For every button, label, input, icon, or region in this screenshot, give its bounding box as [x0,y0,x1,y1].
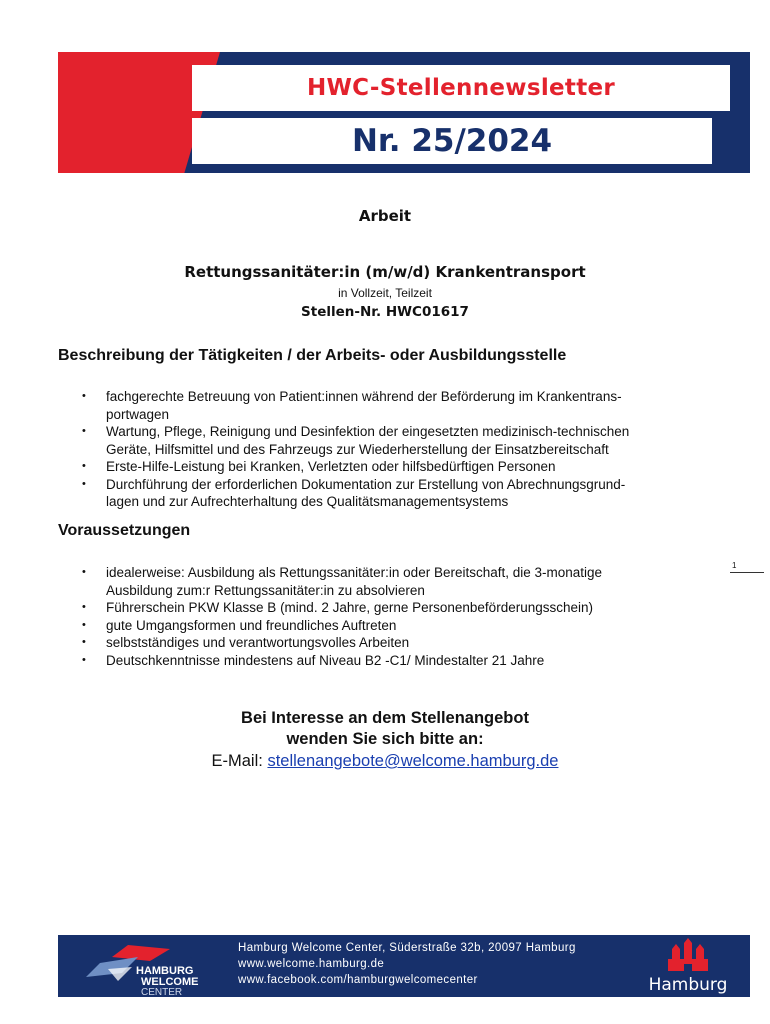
svg-text:HAMBURG: HAMBURG [136,965,194,977]
footer-bar [58,935,750,997]
requirements-heading: Voraussetzungen [58,522,191,539]
contact-line-1: Bei Interesse an dem Stellenangebot [241,709,529,727]
footer-facebook[interactable]: www.facebook.com/hamburgwelcomecenter [238,974,478,986]
footer-website[interactable]: www.welcome.hamburg.de [238,958,385,970]
list-item: • fachgerechte Betreuung von Patient:innen während der Beförderung im Krankentrans- portwagen [82,388,722,423]
header-number-box [192,118,712,164]
newsletter-number: Nr. 25/2024 [351,123,553,159]
job-id: Stellen-Nr. HWC01617 [301,304,469,320]
svg-text:Hamburg: Hamburg [648,975,728,995]
list-item: • Wartung, Pflege, Reinigung und Desinfektion der eingesetzten medizinisch-technischen Geräte, Hilfsmittel und des Fahrzeugs zur Wiederherstellung der Einsatzbereitschaft [82,423,722,458]
list-item: • Führerschein PKW Klasse B (mind. 2 Jahre, gerne Personenbeförderungsschein) [82,599,722,617]
list-item: • Erste-Hilfe-Leistung bei Kranken, Verletzten oder hilfsbedürftigen Personen [82,458,722,476]
header-title-box [192,65,730,111]
newsletter-title: HWC-Stellennewsletter [306,75,616,101]
email-label: E-Mail: [211,752,263,770]
list-item: • idealerweise: Ausbildung als Rettungssanitäter:in oder Bereitschaft, die 3-monatige Ausbildung zum:r Rettungssanitäter:in zu absolvieren [82,564,722,599]
list-item: • selbstständiges und verantwortungsvolles Arbeiten [82,634,722,652]
job-title: Rettungssanitäter:in (m/w/d) Krankentransport [184,263,586,281]
contact-block [0,708,770,772]
newsletter-header [58,52,750,173]
list-item: • gute Umgangsformen und freundliches Auftreten [82,617,722,635]
list-item: • Deutschkenntnisse mindestens auf Niveau B2 -C1/ Mindestalter 21 Jahre [82,652,722,670]
list-item: • Durchführung der erforderlichen Dokumentation zur Erstellung von Abrechnungsgrund- lagen und zur Aufrechterhaltung des Qualitätsmanagementsystems [82,476,722,511]
contact-line-2: wenden Sie sich bitte an: [286,730,484,748]
footnote-mark: 1 [732,561,737,570]
svg-text:WELCOME: WELCOME [141,976,199,988]
footer-contact-info [238,940,576,988]
description-heading: Beschreibung der Tätigkeiten / der Arbeits- oder Ausbildungsstelle [58,347,567,364]
job-type: in Vollzeit, Teilzeit [338,286,432,300]
email-link[interactable]: stellenangebote@welcome.hamburg.de [267,752,559,770]
contact-email-row [0,750,770,772]
description-list [82,388,722,511]
requirements-list [82,564,722,669]
job-category: Arbeit [358,207,412,225]
footer-address: Hamburg Welcome Center, Süderstraße 32b, 20097 Hamburg [238,942,576,954]
hamburg-city-logo [638,937,738,995]
svg-text:CENTER: CENTER [141,987,183,995]
footnote-rule [730,572,764,573]
hamburg-welcome-center-logo [78,939,208,995]
